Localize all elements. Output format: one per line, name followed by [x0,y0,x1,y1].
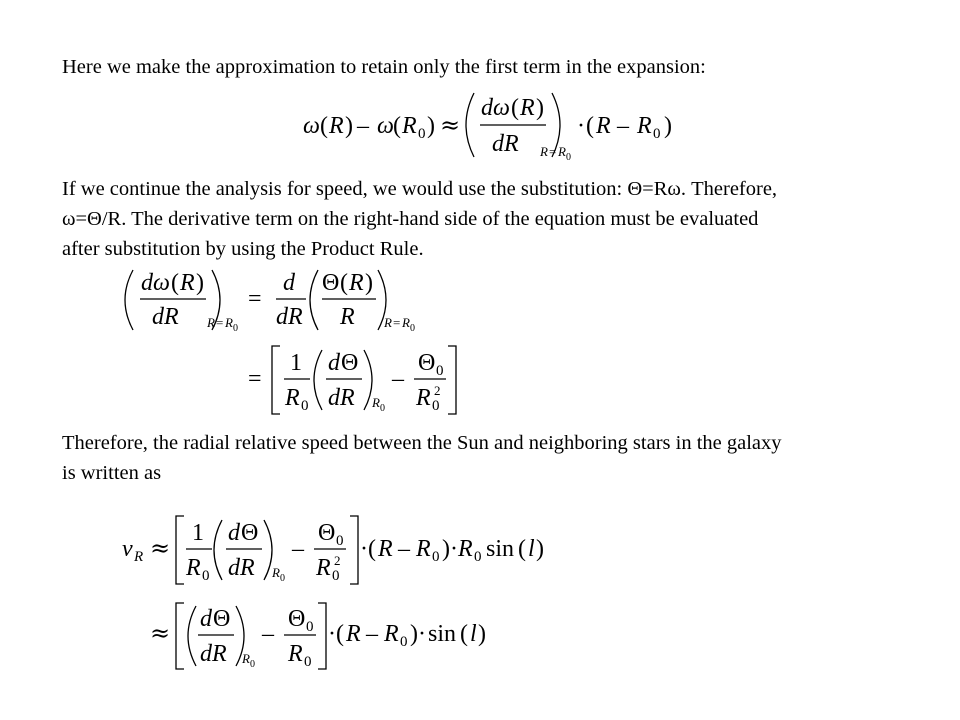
svg-text:l: l [528,536,535,562]
conclusion-line-1: Therefore, the radial relative speed between the Sun and neighboring stars in the galaxy [62,432,782,454]
svg-text:(: ( [586,113,594,139]
svg-text:–: – [262,621,274,647]
svg-text:R: R [416,536,431,562]
svg-text:R: R [242,651,250,666]
svg-text:–: – [292,536,304,562]
svg-text:0: 0 [474,549,482,565]
svg-text:=: = [248,286,262,312]
svg-text:0: 0 [432,398,440,414]
analysis-line-3: after substitution by using the Product Rule. [62,238,424,260]
svg-text:2: 2 [334,553,341,568]
svg-text:0: 0 [280,573,285,584]
svg-text:dR: dR [200,641,227,667]
svg-text:0: 0 [400,634,408,650]
svg-text:R: R [378,536,393,562]
svg-text:R: R [207,315,215,330]
svg-text:R: R [372,395,380,410]
svg-text:v: v [122,536,133,562]
svg-text:2: 2 [434,383,441,398]
svg-text:): ) [410,621,418,647]
svg-text:R: R [596,113,611,139]
svg-text:): ) [345,113,353,139]
svg-text:R: R [180,270,195,296]
svg-text:dR: dR [228,555,255,581]
svg-text:sin: sin [486,536,515,562]
svg-text:(: ( [171,270,179,296]
svg-text:R: R [520,95,535,121]
svg-text:ω: ω [377,113,394,139]
svg-text:(: ( [320,113,328,139]
svg-text:R: R [340,304,355,330]
svg-text:·: · [577,113,585,139]
svg-text:=: = [216,315,224,330]
svg-text:0: 0 [301,398,309,414]
svg-text:dR: dR [152,304,179,330]
svg-text:0: 0 [304,654,312,670]
svg-text:0: 0 [336,533,344,549]
svg-text:d: d [283,270,295,296]
svg-text:dR: dR [328,385,355,411]
equation-product-rule-1 [125,270,415,334]
svg-text:Θ: Θ [318,520,336,546]
svg-text:R: R [134,549,144,565]
svg-text:R: R [540,144,548,159]
svg-text:R: R [272,565,280,580]
svg-text:(: ( [518,536,526,562]
equation-product-rule-2 [248,346,456,414]
svg-text:): ) [427,113,435,139]
svg-text:–: – [366,621,378,647]
svg-text:Θ: Θ [288,606,306,632]
svg-text:·: · [418,621,426,647]
svg-text:–: – [617,113,629,139]
svg-text:R: R [329,113,344,139]
svg-text:dR: dR [492,131,519,157]
svg-text:0: 0 [250,659,255,670]
svg-text:): ) [365,270,373,296]
conclusion-line-2: is written as [62,462,162,484]
svg-text:0: 0 [653,126,661,142]
svg-text:d: d [328,350,340,376]
svg-text:d: d [228,520,240,546]
svg-text:0: 0 [566,152,571,163]
svg-text:R: R [416,385,431,411]
svg-text:=: = [393,315,401,330]
svg-text:Θ: Θ [341,350,359,376]
svg-text:·: · [328,621,336,647]
svg-text:·: · [450,536,458,562]
svg-text:–: – [392,366,404,392]
svg-text:Θ: Θ [418,350,436,376]
svg-text:R: R [384,315,392,330]
svg-text:Θ: Θ [241,520,259,546]
svg-text:R: R [285,385,300,411]
svg-text:): ) [442,536,450,562]
intro-text: Here we make the approximation to retain only the first term in the expansion: [62,56,706,78]
svg-text:≈: ≈ [440,111,461,139]
svg-text:): ) [536,95,544,121]
svg-text:=: = [549,144,557,159]
svg-text:R: R [346,621,361,647]
svg-text:(: ( [368,536,376,562]
svg-text:(: ( [511,95,519,121]
svg-text:(: ( [336,621,344,647]
svg-text:R: R [637,113,652,139]
equation-radial-speed-1 [122,516,544,584]
svg-text:0: 0 [202,568,210,584]
svg-text:R: R [225,315,233,330]
svg-text:0: 0 [418,126,426,142]
svg-text:dω: dω [481,95,510,121]
svg-text:R: R [316,555,331,581]
svg-text:): ) [196,270,204,296]
svg-text:): ) [478,621,486,647]
svg-text:0: 0 [432,549,440,565]
svg-text:1: 1 [192,520,204,546]
svg-text:Θ: Θ [322,270,340,296]
svg-text:sin: sin [428,621,457,647]
svg-text:): ) [536,536,544,562]
svg-text:0: 0 [410,323,415,334]
svg-text:–: – [398,536,410,562]
svg-text:R: R [402,315,410,330]
svg-text:R: R [558,144,566,159]
svg-text:R: R [458,536,473,562]
svg-text:dω: dω [141,270,170,296]
svg-text:0: 0 [380,403,385,414]
svg-text:–: – [357,113,369,139]
svg-text:·: · [360,536,368,562]
svg-text:R: R [186,555,201,581]
svg-text:dR: dR [276,304,303,330]
svg-text:R: R [402,113,417,139]
svg-text:≈: ≈ [150,619,171,647]
svg-text:ω: ω [303,113,320,139]
analysis-line-1: If we continue the analysis for speed, we would use the substitution: Θ=Rω. Therefore, [62,178,778,200]
svg-text:R: R [349,270,364,296]
svg-text:d: d [200,606,212,632]
svg-text:=: = [248,366,262,392]
svg-text:(: ( [460,621,468,647]
svg-text:Θ: Θ [213,606,231,632]
svg-text:0: 0 [436,363,444,379]
svg-text:0: 0 [306,619,314,635]
svg-text:(: ( [393,113,401,139]
analysis-line-2: ω=Θ/R. The derivative term on the right-hand side of the equation must be evaluated [62,208,759,230]
svg-text:(: ( [340,270,348,296]
equation-radial-speed-2 [150,603,486,670]
svg-text:≈: ≈ [150,534,171,562]
svg-text:0: 0 [233,323,238,334]
svg-text:): ) [664,113,672,139]
svg-text:R: R [384,621,399,647]
equation-approximation [303,93,672,163]
svg-text:1: 1 [290,350,302,376]
svg-text:R: R [288,641,303,667]
svg-text:l: l [470,621,477,647]
svg-text:0: 0 [332,568,340,584]
